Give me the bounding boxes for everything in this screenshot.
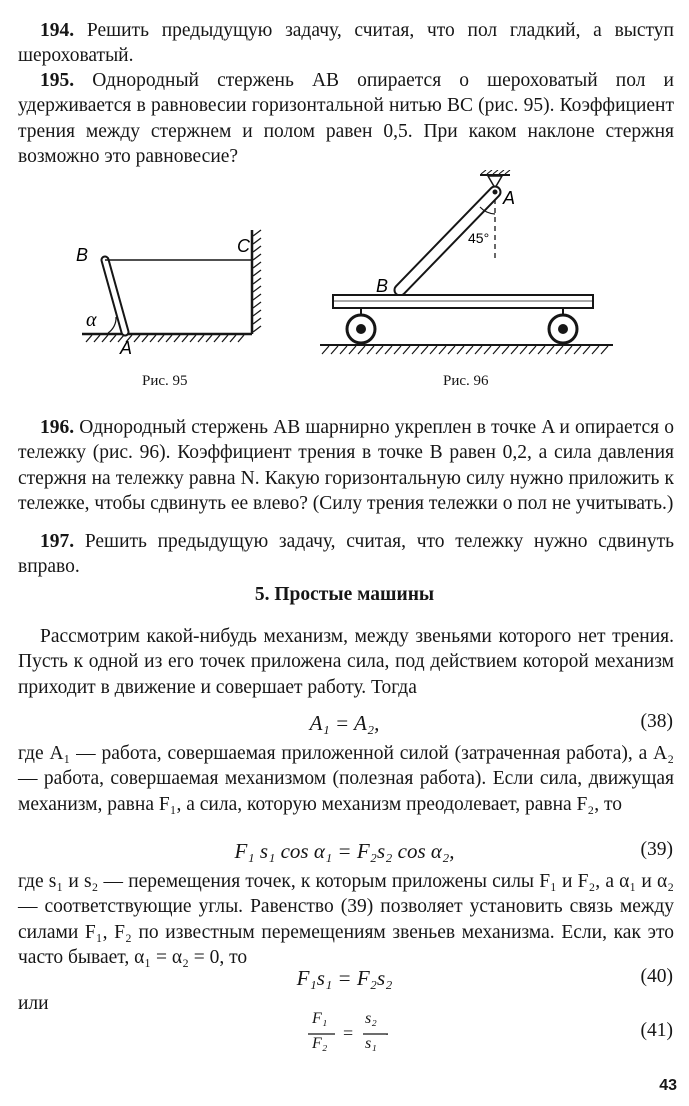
problem-text: Решить предыдущую задачу, считая, что пол гладкий, а выступ шероховатый.: [18, 20, 674, 67]
cart-platform: [333, 295, 593, 308]
problem-number: 196.: [40, 417, 75, 438]
wall-hatching: [253, 230, 261, 332]
equation-41-number: (41): [640, 1020, 673, 1041]
floor-hatching: [86, 335, 244, 342]
hinge-point-a: [493, 190, 498, 195]
fraction-numerator-f1: F₁: [312, 1010, 328, 1027]
label-a: A: [503, 188, 516, 208]
fraction-denominator-s1: s₁: [365, 1035, 377, 1052]
problem-197: [18, 529, 674, 580]
problem-text: Однородный стержень AB опирается о шероховатый пол и удерживается в равновесии горизонтальной нитью BC (рис. 95). Коэффициент трения между стержнем и полом равен 0,5. При каком наклоне стержня возможно это равновесие?: [18, 70, 674, 167]
label-a: A: [120, 338, 133, 358]
page-number: 43: [659, 1077, 677, 1094]
word-or: или: [18, 993, 49, 1014]
angle-alpha-arc: [108, 317, 116, 333]
equation-38-number: (38): [640, 711, 673, 732]
equation-40-number: (40): [640, 966, 673, 987]
fraction-denominator-f2: F₂: [312, 1035, 328, 1052]
problem-196: [18, 415, 674, 516]
figure-96: [318, 170, 618, 360]
period: .: [385, 1022, 389, 1039]
wheel-right: [549, 309, 577, 343]
problem-number: 194.: [40, 20, 75, 41]
paragraph-work: где A₁ — работа, совершаемая приложенной силой (затраченная работа), а A₂ — работа, совершаемая механизмом (полезная работа). Если сила, движущая механизм, равна F₁, а сила, которую механизм преодолевает, равна F₂, то: [18, 743, 674, 815]
fraction-numerator-s2: s₂: [365, 1010, 377, 1027]
label-c: C: [237, 236, 250, 256]
problem-195: [18, 68, 674, 169]
label-b: B: [76, 245, 89, 265]
problem-number: 195.: [40, 70, 75, 91]
problem-text: Решить предыдущую задачу, считая, что тележку нужно сдвинуть вправо.: [18, 531, 674, 578]
fraction-bars: [308, 1032, 388, 1036]
ceiling-hatching: [481, 170, 510, 174]
paragraph-intro: Рассмотрим какой-нибудь механизм, между звеньями которого нет трения. Пусть к одной из его точек приложена сила, под действием которой механизм приходит в движение и совершает работу. Тогда: [18, 626, 674, 698]
figure-95: [72, 222, 282, 362]
equation-40-body: F₁s₁ = F₂s₂: [296, 966, 393, 990]
equation-39-body: F₁ s₁ cos α₁ = F₂s₂ cos α₂,: [234, 839, 455, 863]
equation-39-number: (39): [640, 839, 673, 860]
problem-text: Однородный стержень AB шарнирно укреплен в точке A и опирается о тележку (рис. 96). Коэффициент трения в точке B равен 0,2, а сила давления стержня на тележку равна N. Какую горизонтальную силу нужно приложить к тележке, чтобы сдвинуть ее влево? (Силу трения тележки о пол не учитывать.): [18, 417, 674, 514]
rod-ab-inner: [105, 260, 125, 332]
label-angle-45: 45°: [468, 230, 490, 246]
equation-38-body: A₁ = A₂,: [309, 711, 380, 735]
problem-194: [18, 18, 674, 69]
label-alpha: α: [86, 309, 97, 331]
equation-41: [300, 1010, 410, 1060]
caption-fig-96: Рис. 96: [443, 373, 489, 389]
caption-fig-95: Рис. 95: [142, 373, 188, 389]
paragraph-displacements: где s₁ и s₂ — перемещения точек, к которым приложены силы F₁ и F₂, а α₁ и α₂ — соответствующие углы. Равенство (39) позволяет установить связь между силами F₁, F₂ по известным перемещениям звеньев механизма. Если, как это часто бывает, α₁ = α₂ = 0, то: [18, 871, 674, 968]
problem-number: 197.: [40, 531, 75, 552]
label-b: B: [376, 276, 389, 296]
ground-hatching: [322, 346, 608, 354]
section-heading: 5. Простые машины: [254, 584, 435, 605]
wheel-left: [347, 309, 375, 343]
equals-sign: =: [343, 1023, 354, 1043]
